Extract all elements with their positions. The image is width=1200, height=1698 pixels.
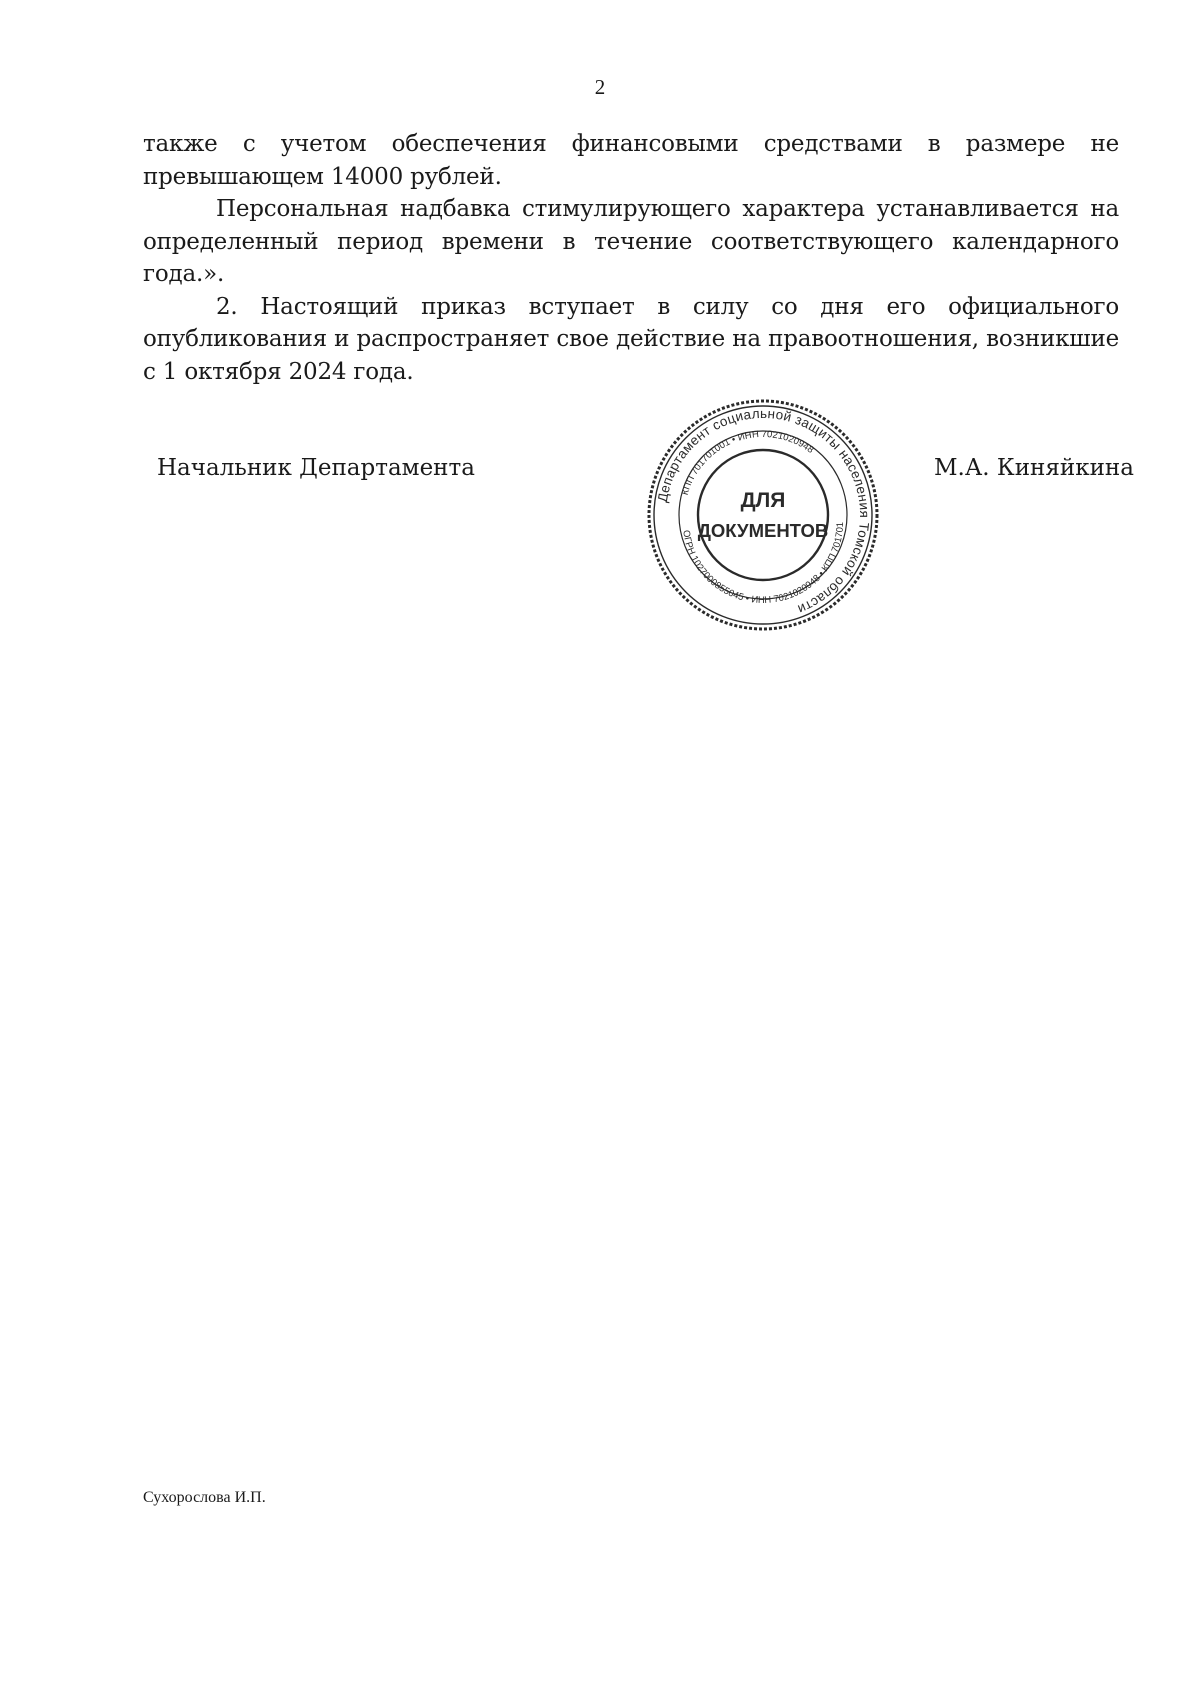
paragraph: 2. Настоящий приказ вступает в силу со дня его официального опубликования и распространяет свое действие на правоотношения, возникшие с 1 октября 2024 года.: [143, 293, 1119, 385]
executor-name: Сухорослова И.П.: [143, 1489, 266, 1506]
signatory-name: М.А. Киняйкина: [934, 455, 1134, 481]
page-number: 2: [594, 75, 606, 99]
official-seal-stamp: [643, 395, 883, 635]
stamp-inner-bottom-text: ОГРН 1027000855045 • ИНН 7021020948 • КПП 701701: [680, 521, 847, 607]
seal-icon: [643, 395, 883, 635]
stamp-center-line1: ДЛЯ: [740, 489, 786, 512]
stamp-inner-top-text: КПП 701701001 • ИНН 7021020948: [679, 428, 816, 497]
paragraph: также с учетом обеспечения финансовыми средствами в размере не превышающем 14000 рублей.: [143, 131, 1119, 190]
stamp-center-line2: ДОКУМЕНТОВ: [697, 520, 829, 541]
stamp-outer-text: Департамент социальной защиты населения Томской области: [654, 405, 873, 618]
document-body: [143, 128, 1119, 388]
signatory-position: Начальник Департамента: [157, 455, 475, 481]
paragraph: Персональная надбавка стимулирующего характера устанавливается на определенный период времени в течение соответствующего календарного года.».: [143, 196, 1119, 287]
